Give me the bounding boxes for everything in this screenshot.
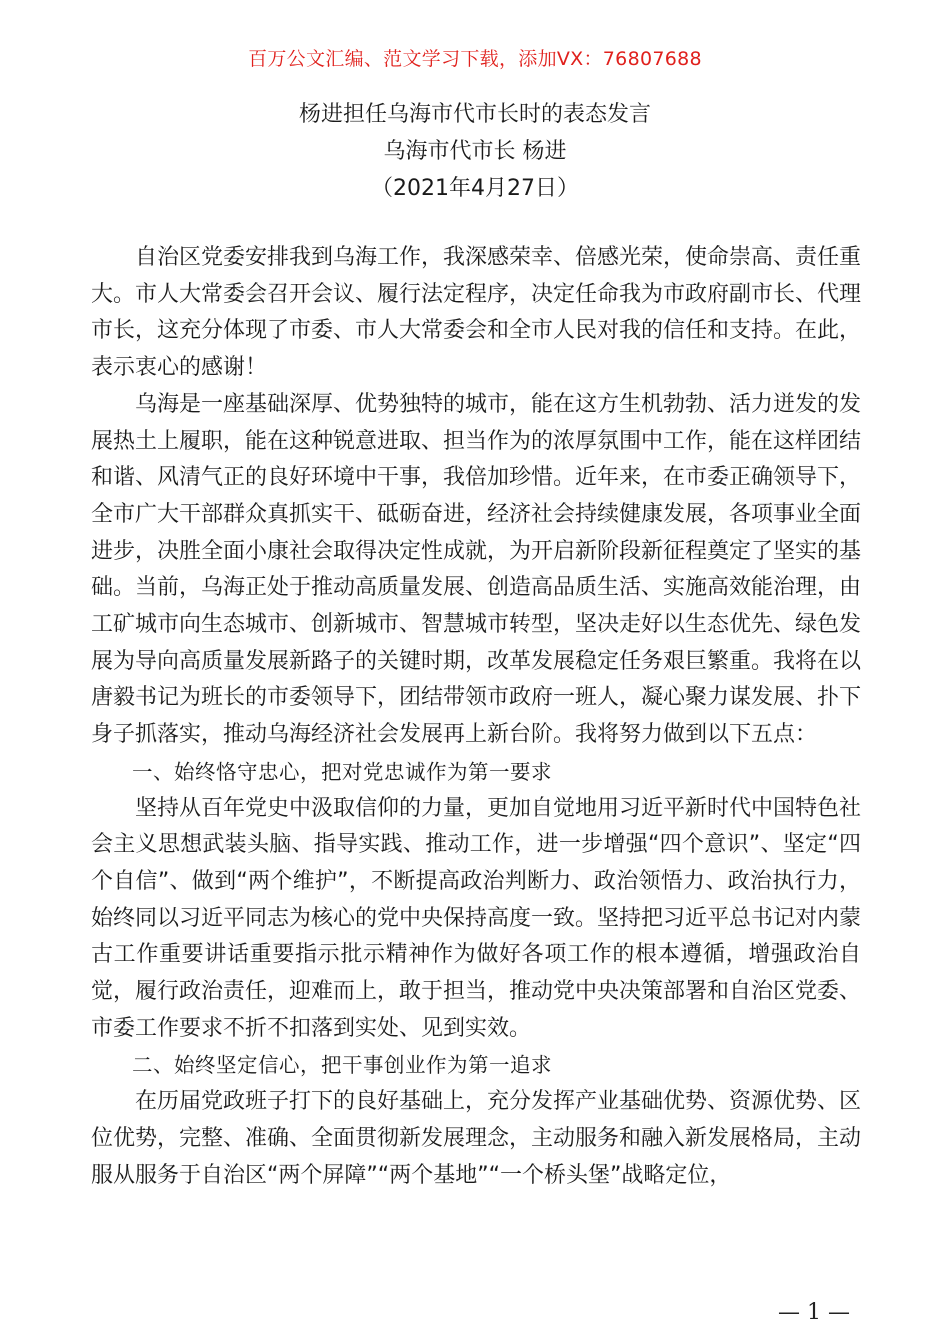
paragraph-loyalty: 坚持从百年党史中汲取信仰的力量，更加自觉地用习近平新时代中国特色社会主义思想武装头脑、指导实践、推动工作，进一步增强“四个意识”、坚定“四个自信”、做到“两个维护”，不断提高政治判断力、政治领悟力、政治执行力，始终同以习近平同志为核心的党中央保持高度一致。坚持把习近平总书记对内蒙古工作重要讲话重要指示批示精神作为做好各项工作的根本遵循，增强政治自觉，履行政治责任，迎难而上，敢于担当，推动党中央决策部署和自治区党委、市委工作要求不折不扣落到实处、见到实效。	[91, 795, 862, 1041]
section-heading-1: 一、始终恪守忠心，把对党忠诚作为第一要求	[132, 759, 552, 784]
title-block	[0, 96, 950, 207]
section-heading-2: 二、始终坚定信心，把干事创业作为第一追求	[132, 1053, 552, 1078]
page-number: — 1 —	[778, 1300, 850, 1325]
document-title: 杨进担任乌海市代市长时的表态发言	[298, 102, 651, 127]
author-line: 乌海市代市长 杨进	[383, 139, 567, 164]
date-line: （2021年4月27日）	[371, 176, 579, 201]
document-body	[91, 240, 861, 1194]
paragraph-intro: 自治区党委安排我到乌海工作，我深感荣幸、倍感光荣，使命崇高、责任重大。市人大常委会召开会议、履行法定程序，决定任命我为市政府副市长、代理市长，这充分体现了市委、市人大常委会和全市人民对我的信任和支持。在此，表示衷心的感谢！	[91, 245, 862, 381]
paragraph-city: 乌海是一座基础深厚、优势独特的城市，能在这方生机勃勃、活力迸发的发展热土上履职，能在这种锐意进取、担当作为的浓厚氛围中工作，能在这样团结和谐、风清气正的良好环境中干事，我倍加珍惜。近年来，在市委正确领导下，全市广大干部群众真抓实干、砥砺奋进，经济社会持续健康发展，各项事业全面进步，决胜全面小康社会取得决定性成就，为开启新阶段新征程奠定了坚实的基础。当前，乌海正处于推动高质量发展、创造高品质生活、实施高效能治理，由工矿城市向生态城市、创新城市、智慧城市转型，坚决走好以生态优先、绿色发展为导向高质量发展新路子的关键时期，改革发展稳定任务艰巨繁重。我将在以唐毅书记为班长的市委领导下，团结带领市政府一班人，凝心聚力谋发展、扑下身子抓落实，推动乌海经济社会发展再上新台阶。我将努力做到以下五点：	[91, 391, 862, 748]
paragraph-confidence: 在历届党政班子打下的良好基础上，充分发挥产业基础优势、资源优势、区位优势，完整、准确、全面贯彻新发展理念，主动服务和融入新发展格局，主动服从服务于自治区“两个屏障”“两个基地”“一个桥头堡”战略定位，	[91, 1089, 862, 1188]
watermark-banner: 百万公文汇编、范文学习下载，添加VX：76807688	[248, 48, 702, 70]
